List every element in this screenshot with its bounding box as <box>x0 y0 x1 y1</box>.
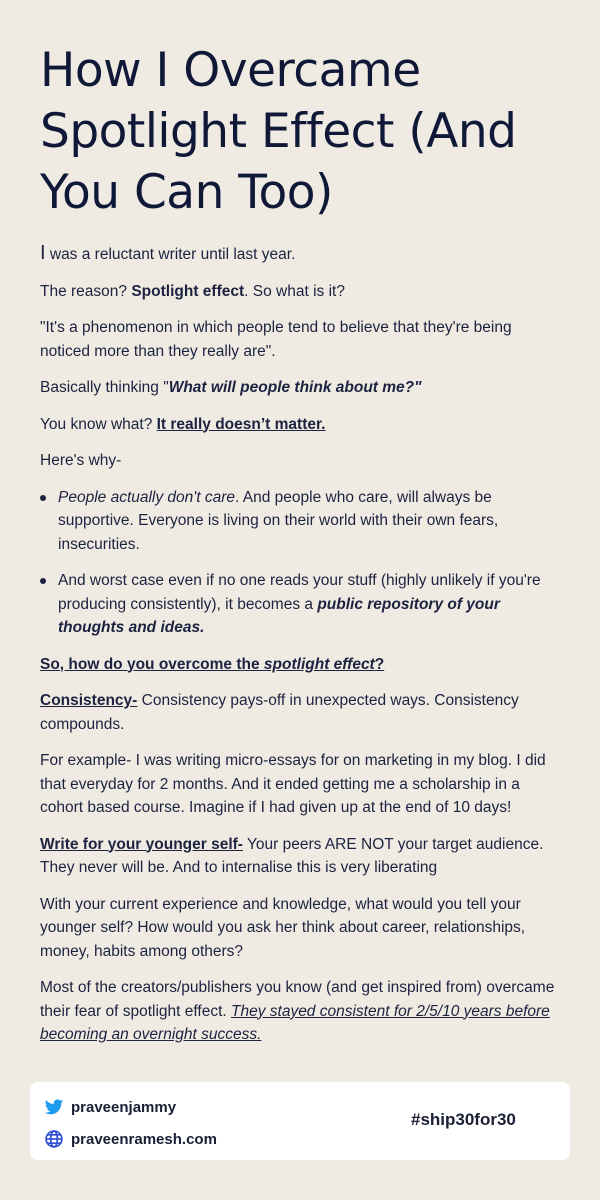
bullet-1-text: . And people who care, will always be supportive. Everyone is living on their world with their own fears, insecurities. <box>58 488 499 553</box>
globe-icon <box>44 1129 64 1149</box>
bullet-2-emphasis: public repository of your thoughts and ideas. <box>58 595 500 636</box>
closing-paragraph <box>40 976 564 1047</box>
experience-paragraph: With your current experience and knowledge, what would you tell your younger self? How would you ask her think about career, relationships, money, habits among others? <box>40 895 526 960</box>
example-paragraph: For example- I was writing micro-essays for on marketing in my blog. I did that everyday for 2 months. And it ended getting me a scholarship in a cohort based course. Imagine if I had given up at the end of 10 days! <box>40 752 546 816</box>
consistency-paragraph <box>40 689 564 736</box>
thinking-paragraph <box>40 376 564 400</box>
twitter-handle[interactable]: praveenjammy <box>71 1098 177 1116</box>
question-suffix: ? <box>374 655 385 673</box>
know-paragraph <box>40 413 564 437</box>
reason-suffix: . So what is it? <box>244 282 345 300</box>
question-prefix: So, how do you overcome the <box>40 655 264 673</box>
list-item <box>40 569 564 640</box>
bullet-1-emphasis: People actually don't care <box>58 488 236 506</box>
hashtag: #ship30for30 <box>411 1110 516 1129</box>
website-link[interactable]: praveenramesh.com <box>71 1130 217 1148</box>
reason-prefix: The reason? <box>40 282 132 300</box>
doesnt-matter-emphasis: It really doesn’t matter. <box>156 415 326 433</box>
younger-self-paragraph <box>40 833 564 880</box>
question-heading <box>40 653 564 677</box>
bullet-2-text: And worst case even if no one reads your stuff (highly unlikely if you're producing consistently), it becomes a <box>58 572 541 613</box>
consistency-label: Consistency- <box>40 692 138 709</box>
know-prefix: You know what? <box>40 415 157 433</box>
author-footer-card <box>30 1082 570 1160</box>
intro-text: was a reluctant writer until last year. <box>45 246 296 263</box>
why-paragraph: Here's why- <box>40 452 122 469</box>
website-row[interactable] <box>44 1129 217 1149</box>
consistency-text: Consistency pays-off in unexpected ways. Consistency compounds. <box>40 692 519 733</box>
younger-self-label: Write for your younger self- <box>40 835 243 853</box>
reasons-list <box>40 486 564 640</box>
twitter-bird-icon <box>44 1097 64 1117</box>
reason-paragraph <box>40 280 564 304</box>
thinking-prefix: Basically thinking " <box>40 379 169 396</box>
page-title: How I Overcame Spotlight Effect (And You Can Too) <box>40 43 517 220</box>
intro-first-letter: I <box>40 242 46 264</box>
intro-paragraph <box>40 242 564 267</box>
question-italic: spotlight effect <box>263 655 375 673</box>
essay-body <box>40 242 564 1060</box>
closing-emphasis: They stayed consistent for 2/5/10 years before becoming an overnight success. <box>40 1002 550 1043</box>
twitter-row[interactable] <box>44 1097 176 1117</box>
list-item <box>40 486 564 557</box>
younger-self-text: Your peers ARE NOT your target audience. They never will be. And to internalise this is very liberating <box>40 835 544 876</box>
thinking-quote: What will people think about me?" <box>168 379 422 396</box>
definition-paragraph: "It's a phenomenon in which people tend to believe that they're being noticed more than they really are". <box>40 319 512 360</box>
spotlight-effect-term: Spotlight effect <box>131 282 245 300</box>
closing-text: Most of the creators/publishers you know (and get inspired from) overcame their fear of spotlight effect. <box>40 979 555 1020</box>
